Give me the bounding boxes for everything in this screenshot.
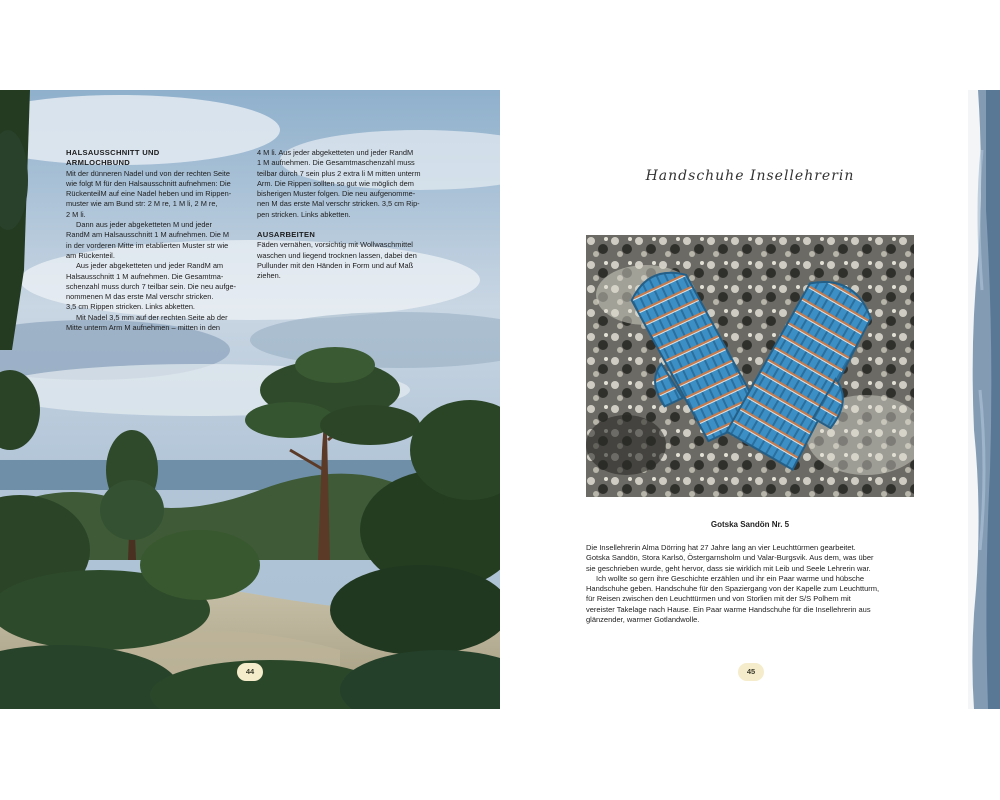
text-line: Mit der dünneren Nadel und von der rechten Seite — [66, 168, 230, 178]
text-line: waschen und liegend trocknen lassen, dabei den — [257, 250, 417, 260]
text-line: am Rückenteil. — [66, 250, 115, 260]
mittens-photo — [586, 235, 914, 497]
section-heading-armhole: ARMLOCHBUND — [66, 158, 131, 168]
text-line: glänzender, warmer Gotlandwolle. — [586, 615, 700, 625]
story-text — [586, 543, 916, 625]
text-line: 3,5 cm Rippen stricken. Links abketten. — [66, 302, 195, 312]
text-line: nommenen M das erste Mal verschr stricken. — [66, 292, 214, 302]
text-line: wie folgt M für den Halsausschnitt aufnehmen: Die — [66, 178, 231, 188]
pattern-title: Handschuhe Insellehrerin — [645, 168, 855, 184]
text-line: Halsausschnitt 1 M aufnehmen. Die Gesamtma- — [66, 271, 224, 281]
text-line: Dann aus jeder abgeketteten M und jeder — [76, 220, 212, 230]
instructions-column-a — [66, 148, 248, 333]
text-line: Fäden vernähen, vorsichtig mit Wollwaschmittel — [257, 240, 413, 250]
text-line: in der vorderen Mitte im etablierten Muster str wie — [66, 240, 229, 250]
text-line: Arm. Die Rippen sollten so gut wie möglich dem — [257, 178, 414, 188]
photo-caption: Gotska Sandön Nr. 5 — [710, 520, 790, 529]
text-line: vereister Takelage nach Hause. Ein Paar warme Handschuhe für die Insellehrerin aus — [586, 604, 871, 614]
text-line: sie geschrieben wurde, geht hervor, dass sie wirklich mit Leib und Seele Lehrerin war. — [586, 563, 871, 573]
page-number-right: 45 — [738, 663, 764, 681]
text-line: RückenteilM auf eine Nadel heben und im Rippen- — [66, 189, 232, 199]
text-line: 2 M li. — [66, 209, 86, 219]
text-line: Mitte unterm Arm M aufnehmen – mitten in den — [66, 323, 221, 333]
text-line: muster wie am Bund str: 2 M re, 1 M li, 2 M re, — [66, 199, 218, 209]
text-line: Die Insellehrerin Alma Dörring hat 27 Jahre lang an vier Leuchttürmen gearbeitet. — [586, 543, 856, 552]
text-line: schenzahl muss durch 7 teilbar sein. Die neu aufge- — [66, 281, 237, 291]
page-number-left: 44 — [237, 663, 263, 681]
text-line: bisherigen Muster folgen. Die neu aufgenomme- — [257, 189, 416, 199]
text-line: RandM am Halsausschnitt 1 M aufnehmen. Die M — [66, 230, 230, 240]
text-line: ziehen. — [257, 271, 281, 281]
text-line: Mit Nadel 3,5 mm auf der rechten Seite ab der — [76, 312, 228, 322]
section-heading-neckline: HALSAUSSCHNITT UND — [66, 148, 160, 157]
instructions-text-b — [257, 148, 439, 220]
mittens-on-rock-illustration — [586, 235, 914, 497]
text-line: nen M das erste Mal verschr stricken. 3,5 cm Rip- — [257, 199, 420, 209]
instructions-column-b — [257, 148, 439, 282]
text-line: Gotska Sandön, Stora Karlsö, Östergarnsholm und Valar-Burgsvik. Aus dem, was über — [586, 553, 874, 563]
text-line: für Reisen zwischen den Leuchttürmen und von Storlien mit der S/S Polhem mit — [586, 594, 851, 604]
finishing-text — [257, 240, 439, 281]
text-line: Handschuhe geben. Handschuhe für den Spaziergang von der Kapelle zum Leuchtturm, — [586, 584, 880, 594]
text-line: 1 M aufnehmen. Die Gesamtmaschenzahl muss — [257, 158, 415, 168]
text-line: Ich wollte so gern ihre Geschichte erzählen und ihr ein Paar warme und hübsche — [596, 573, 865, 583]
section-heading-finishing: AUSARBEITEN — [257, 230, 316, 240]
instructions-text-a — [66, 169, 248, 334]
watercolor-stripe-icon — [968, 90, 1000, 709]
text-line: Aus jeder abgeketteten und jeder RandM am — [76, 261, 224, 271]
text-line: teilbar durch 7 sein plus 2 extra li M mitten unterm — [257, 168, 421, 178]
text-line: pen stricken. Links abketten. — [257, 209, 351, 219]
text-line: 4 M li. Aus jeder abgeketteten und jeder RandM — [257, 148, 414, 157]
text-line: Pullunder mit den Händen in Form und auf Maß — [257, 260, 414, 270]
